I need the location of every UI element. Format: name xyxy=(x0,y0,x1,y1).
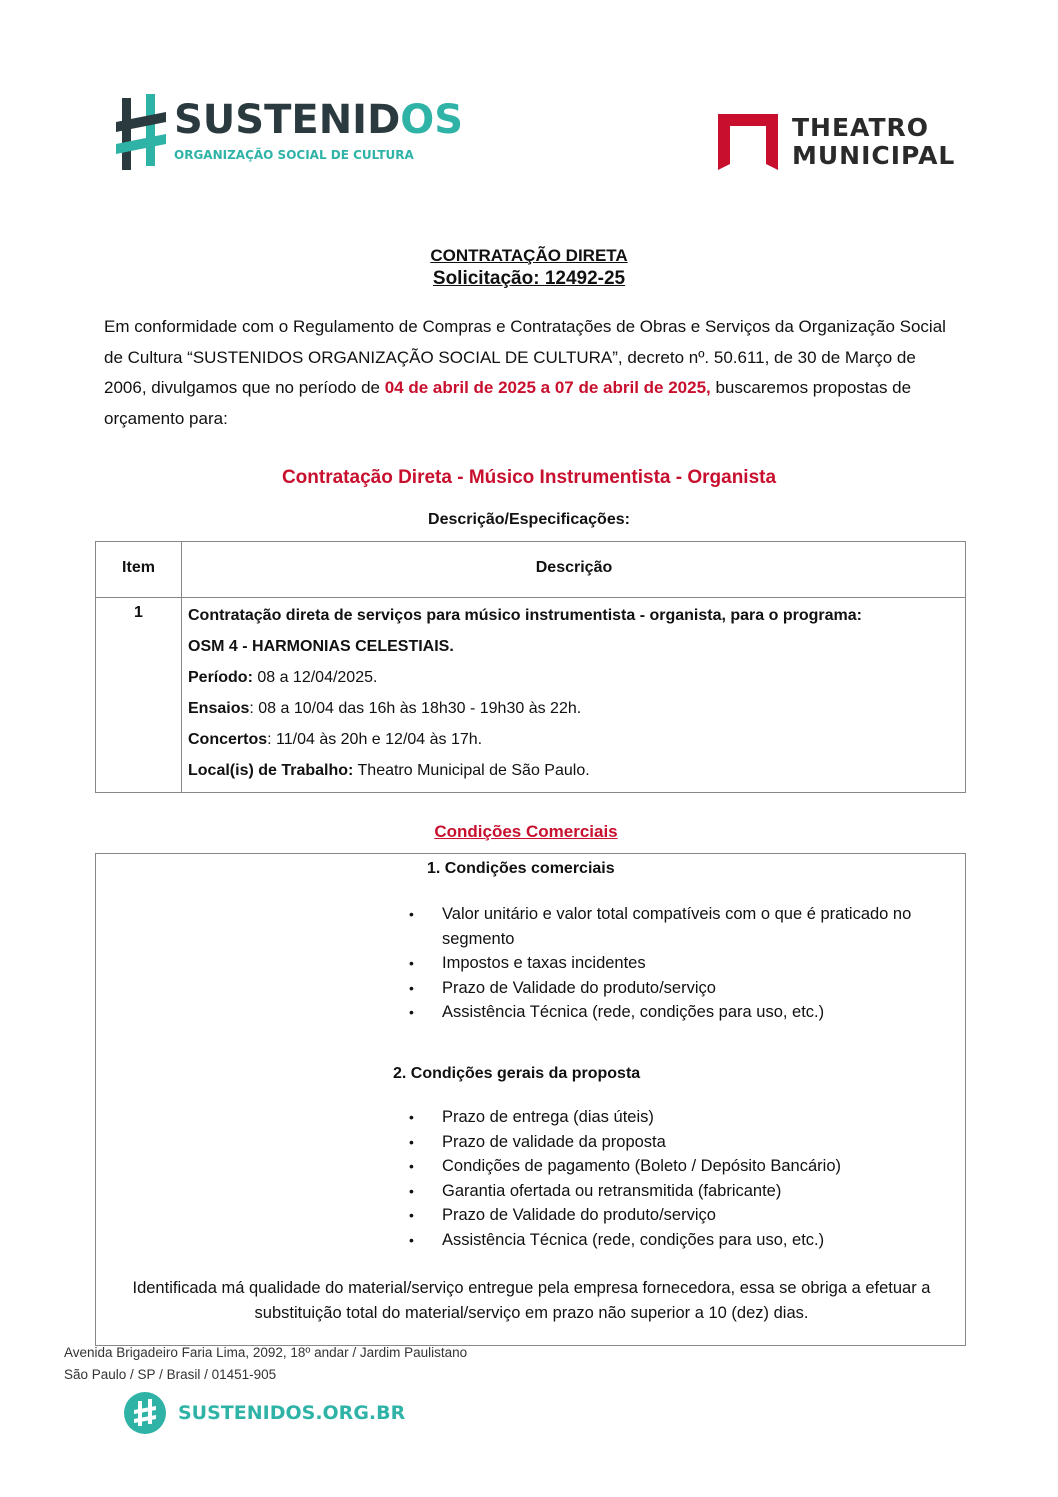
list-item: • Assistência Técnica (rede, condições para uso, etc.) xyxy=(409,1000,954,1025)
closing-statement: Identificada má qualidade do material/serviço entregue pela empresa fornecedora, essa se obriga a efetuar a substituição total do material/serviço em prazo não superior a 10 (dez) dias. xyxy=(132,1279,931,1322)
theatro-arch-icon xyxy=(716,108,780,172)
list-item: • Garantia ofertada ou retransmitida (fabricante) xyxy=(409,1179,954,1204)
items-table xyxy=(95,541,966,793)
list-item: • Condições de pagamento (Boleto / Depósito Bancário) xyxy=(409,1154,954,1179)
document-title: CONTRATAÇÃO DIRETA xyxy=(430,246,628,265)
sustenidos-subtitle: ORGANIZAÇÃO SOCIAL DE CULTURA xyxy=(174,148,414,162)
theatro-wordmark: THEATRO MUNICIPAL xyxy=(792,113,956,170)
subject-heading: Contratação Direta - Músico Instrumentista - Organista xyxy=(281,467,777,488)
sustenidos-logo xyxy=(116,92,464,172)
sharp-hash-icon xyxy=(116,92,168,172)
item-description: Contratação direta de serviços para músico instrumentista - organista, para o programa: OSM 4 - HARMONIAS CELESTIAIS. Período: 08 a 12/04/2025. Ensaios: 08 a 10/04 das 16h às 18h30 - 19h30 às 22h. Concertos: 11/04 às 20h e 12/04 às 17h. Local(is) de Trabalho: Theatro Municipal de São Paulo. xyxy=(188,607,862,779)
list-item: • Prazo de Validade do produto/serviço xyxy=(409,1203,954,1228)
footer-address-line-1: Avenida Brigadeiro Faria Lima, 2092, 18º andar / Jardim Paulistano xyxy=(64,1345,468,1360)
sustenidos-wordmark: SUSTENIDOS xyxy=(174,97,464,143)
table-divider xyxy=(181,542,182,792)
list-item: • Impostos e taxas incidentes xyxy=(409,951,954,976)
footer-logo xyxy=(124,1392,406,1436)
section-1-list xyxy=(409,902,954,1025)
section-2-title: 2. Condições gerais da proposta xyxy=(393,1065,641,1082)
specifications-heading: Descrição/Especificações: xyxy=(428,511,630,528)
section-2-list xyxy=(409,1105,954,1252)
list-item: • Valor unitário e valor total compatíveis com o que é praticado no segmento xyxy=(409,902,954,951)
intro-paragraph: Em conformidade com o Regulamento de Compras e Contratações de Obras e Serviços da Organização Social de Cultura “SUSTENIDOS ORGANIZAÇÃO SOCIAL DE CULTURA”, decreto nº. 50.611, de 30 de Março de 2006, divulgamos que no período de 04 de abril de 2025 a 07 de abril de 2025, buscaremos propostas de orçamento para: xyxy=(104,317,946,428)
footer-website: SUSTENIDOS.ORG.BR xyxy=(178,1402,406,1424)
sharp-hash-icon xyxy=(124,1392,166,1434)
request-period: 04 de abril de 2025 a 07 de abril de 2025, xyxy=(384,378,711,397)
column-header-item: Item xyxy=(122,559,155,576)
table-divider xyxy=(96,597,965,598)
list-item: • Prazo de entrega (dias úteis) xyxy=(409,1105,954,1130)
item-number: 1 xyxy=(134,604,143,621)
commercial-conditions-heading: Condições Comerciais xyxy=(434,822,618,841)
list-item: • Assistência Técnica (rede, condições para uso, etc.) xyxy=(409,1228,954,1253)
request-number: Solicitação: 12492-25 xyxy=(432,268,626,289)
theatro-municipal-logo xyxy=(716,108,956,174)
column-header-description: Descrição xyxy=(535,559,613,576)
footer-address-line-2: São Paulo / SP / Brasil / 01451-905 xyxy=(64,1367,277,1382)
section-1-title: 1. Condições comerciais xyxy=(427,860,615,877)
conditions-box xyxy=(95,853,966,1346)
list-item: • Prazo de validade da proposta xyxy=(409,1130,954,1155)
list-item: • Prazo de Validade do produto/serviço xyxy=(409,976,954,1001)
